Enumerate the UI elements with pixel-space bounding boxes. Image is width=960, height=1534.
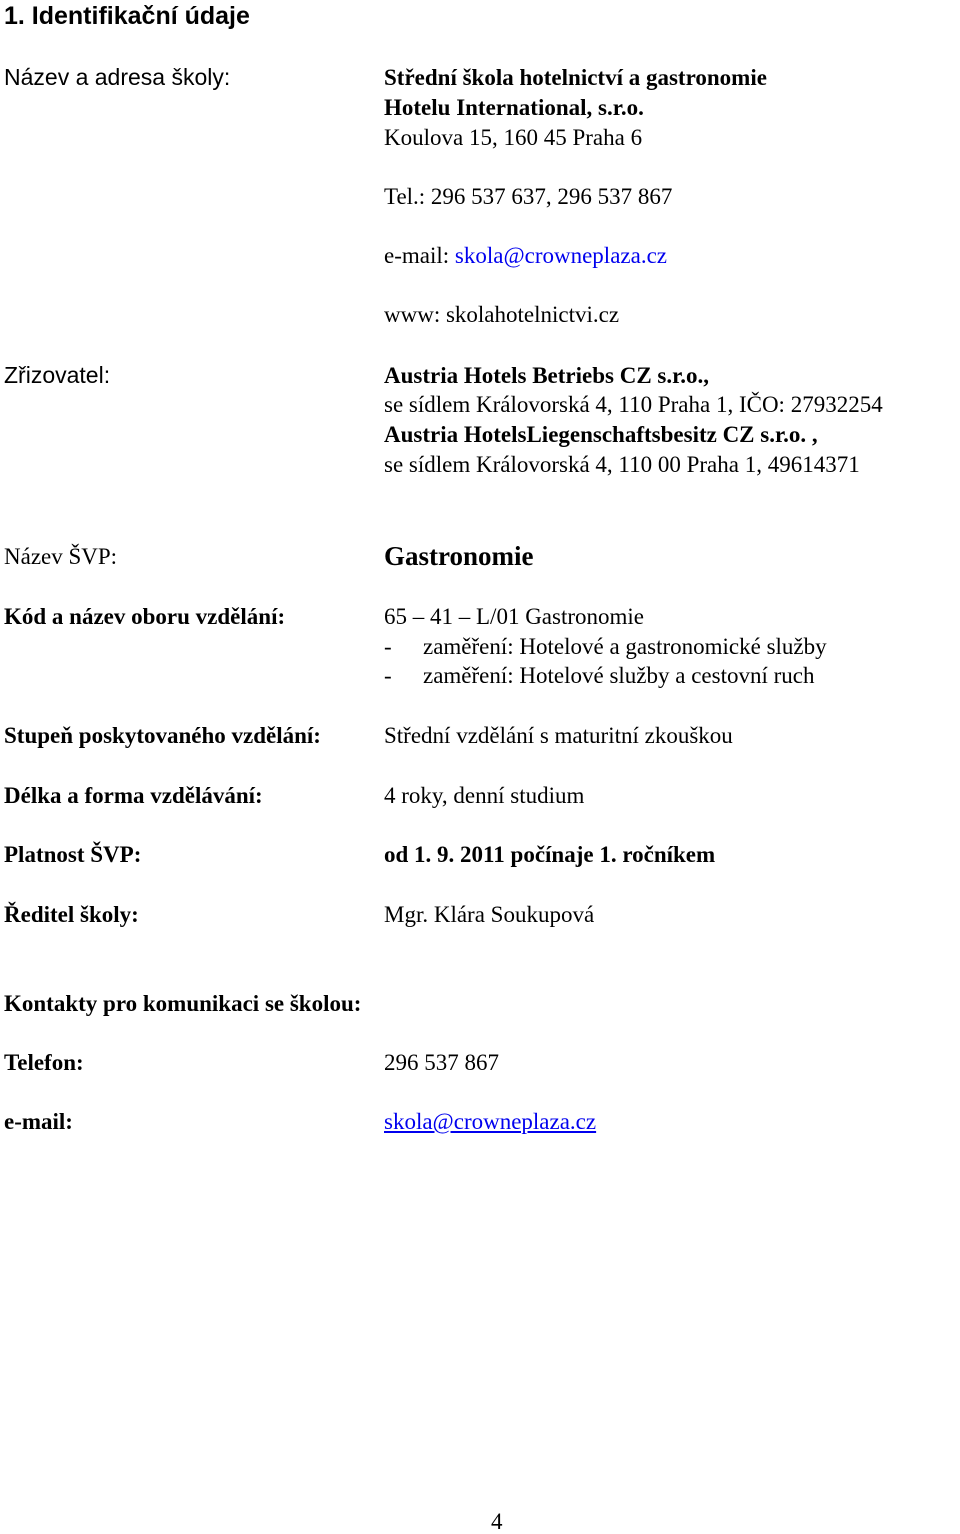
obor-label: Kód a název oboru vzdělání: (4, 604, 286, 629)
school-name-line1: Střední škola hotelnictví a gastronomie (384, 65, 767, 90)
delka-value: 4 roky, denní studium (384, 783, 585, 808)
page-heading: 1. Identifikační údaje (4, 2, 250, 30)
school-email-prefix: e-mail: (384, 243, 455, 268)
obor-value: 65 – 41 – L/01 Gastronomie (384, 604, 644, 629)
school-email-link[interactable]: skola@crowneplaza.cz (454, 243, 667, 268)
obor-focus1: zaměření: Hotelové a gastronomické služby (423, 634, 827, 659)
founder-address2: se sídlem Královorská 4, 110 00 Praha 1, 49614371 (384, 452, 860, 477)
school-www: www: skolahotelnictvi.cz (384, 302, 620, 327)
svp-label: Název ŠVP: (4, 544, 118, 569)
founder-label: Zřizovatel: (4, 362, 111, 388)
contacts-email-label: e-mail: (4, 1109, 73, 1134)
obor-focus1-dash: - (384, 634, 392, 659)
contacts-email-link[interactable]: skola@crowneplaza.cz (384, 1109, 597, 1134)
obor-focus2-dash: - (384, 663, 392, 688)
delka-label: Délka a forma vzdělávání: (4, 783, 263, 808)
reditel-value: Mgr. Klára Soukupová (384, 902, 595, 927)
school-address: Koulova 15, 160 45 Praha 6 (384, 125, 643, 150)
obor-focus2: zaměření: Hotelové služby a cestovní ruch (423, 663, 815, 688)
svp-value: Gastronomie (384, 541, 534, 571)
page-number: 4 (491, 1509, 503, 1534)
contacts-heading: Kontakty pro komunikaci se školou: (4, 991, 362, 1016)
stupen-value: Střední vzdělání s maturitní zkouškou (384, 723, 733, 748)
school-tel: Tel.: 296 537 637, 296 537 867 (384, 184, 673, 209)
platnost-label: Platnost ŠVP: (4, 842, 142, 867)
school-name-line2: Hotelu International, s.r.o. (384, 95, 644, 120)
contacts-phone: 296 537 867 (384, 1050, 499, 1075)
reditel-label: Ředitel školy: (4, 902, 139, 927)
founder-address1: se sídlem Královorská 4, 110 Praha 1, IČO: 27932254 (384, 392, 883, 417)
platnost-value: od 1. 9. 2011 počínaje 1. ročníkem (384, 842, 716, 867)
stupen-label: Stupeň poskytovaného vzdělání: (4, 723, 321, 748)
school-label: Název a adresa školy: (4, 64, 231, 90)
founder-name1: Austria Hotels Betriebs CZ s.r.o., (384, 363, 709, 388)
school-email-line (384, 244, 667, 267)
contacts-phone-label: Telefon: (4, 1050, 84, 1075)
founder-name2: Austria HotelsLiegenschaftsbesitz CZ s.r.o. , (384, 422, 818, 447)
